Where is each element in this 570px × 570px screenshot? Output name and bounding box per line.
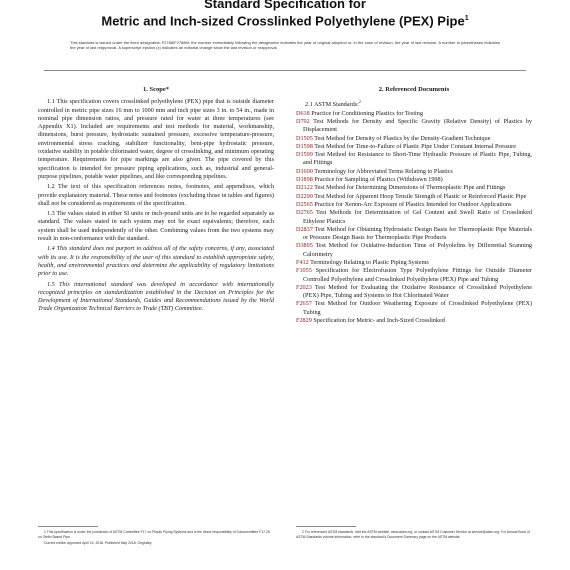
designation-preamble: This standard is issued under the fixed designation F2788/F2788M; the number immediately following the designation indicates the year of original adoption or, in the case of revision, the year of last revision. A number in parentheses indicates the year of last reapproval. A superscript epsilon (ε) indicates an editorial change since the last revision or reapproval. <box>70 40 500 50</box>
title-line-2-text: Metric and Inch-sized Crosslinked Polyethylene (PEX) Pipe <box>101 13 465 29</box>
scope-heading: 1. Scope* <box>143 86 169 93</box>
footnote-2: 2 For referenced ASTM standards, visit the ASTM website, www.astm.org, or contact ASTM Customer Service at service@astm.org. For Annual Book of ASTM Standards volume information, refer to the standard's Document Summary page on the ASTM website. <box>296 530 530 539</box>
reference-title: Test Method for Time-to-Failure of Plastic Pipe Under Constant Internal Pressure <box>314 142 516 150</box>
footnote-edition: Current edition approved April 15, 2018. Published May 2018. Originally <box>44 541 152 546</box>
reference-code-link[interactable]: D1898 <box>296 176 313 184</box>
reference-code-link[interactable]: D2290 <box>296 192 313 200</box>
reference-code-link[interactable]: D1598 <box>296 142 313 150</box>
reference-title: Practice for Conditioning Plastics for Testing <box>311 109 423 117</box>
reference-title: Specification for Metric- and Inch-Sized Crosslinked <box>313 317 445 325</box>
scope-paragraph-1-1: 1.1 This specification covers crosslinked polyethylene (PEX) pipe that is outside diameter controlled in metric pipe sizes 16 mm to 1000 mm and inch pipe sizes 3 in. to 54 in., made in nominal pipe dimension ratios, and pressure rated for water at three temperatures (see Appendix X1). Included are requirements and test methods for material, workmanship, dimensions, burst pressure, hydrostatic sustained pressure, excessive temperature-pressure, environmental stress cracking, stabilizer functionality, bent-pipe hydrostatic pressure, oxidative stability in potable chlorinated water, degree of crosslinking, and minimum operating temperature. Requirements for pipe markings are also given. The pipe covered by this specification is intended for pressure piping applications, such as, industrial and general-purpose pipelines, potable water pipelines, and like corresponding pipelines. <box>38 98 274 180</box>
scope-column <box>38 86 274 316</box>
footnote-divider-right <box>296 526 356 527</box>
reference-item <box>296 300 532 317</box>
reference-code-link[interactable]: F2657 <box>296 300 312 308</box>
reference-code-link[interactable]: D3895 <box>296 242 313 250</box>
reference-item <box>296 143 532 151</box>
reference-code-link[interactable]: D2565 <box>296 200 313 208</box>
reference-list <box>296 110 532 326</box>
reference-title: Test Method for Apparent Hoop Tensile Strength of Plastic or Reinforced Plastic Pipe <box>314 192 527 200</box>
reference-item <box>296 317 532 325</box>
reference-code-link[interactable]: D1505 <box>296 134 313 142</box>
reference-item <box>296 135 532 143</box>
reference-item <box>296 209 532 226</box>
reference-title: Practice for Sampling of Plastics (Withdrawn 1998) <box>314 176 443 184</box>
reference-item <box>296 193 532 201</box>
reference-item <box>296 118 532 135</box>
reference-code-link[interactable]: D2122 <box>296 184 313 192</box>
reference-title: Test Methods for Determination of Gel Content and Swell Ratio of Crosslinked Ethylene Plastics <box>303 209 532 225</box>
reference-code-link[interactable]: D1599 <box>296 151 313 159</box>
reference-item <box>296 168 532 176</box>
reference-title: Test Method for Oxidative-Induction Time of Polyolefins by Differential Scanning Calorimetry <box>303 242 533 258</box>
reference-code-link[interactable]: D1600 <box>296 167 313 175</box>
document-title <box>60 0 510 28</box>
title-line-1: Standard Specification for <box>204 0 366 11</box>
footnotes-left <box>38 530 274 548</box>
scope-paragraph-1-3: 1.3 The values stated in either SI units or inch-pound units are to be regarded separately as standard. The values stated in each system may not be exact equivalents; therefore, each system shall be used independently of the other. Combining values from the two systems may result in non-conformance with the standard. <box>38 210 274 243</box>
reference-item <box>296 176 532 184</box>
title-line-2 <box>60 11 510 28</box>
reference-item <box>296 259 532 267</box>
reference-code-link[interactable]: D618 <box>296 109 310 117</box>
reference-code-link[interactable]: D2765 <box>296 209 313 217</box>
scope-paragraph-1-4: 1.4 This standard does not purport to address all of the safety concerns, if any, associated with its use. It is the responsibility of the user of this standard to establish appropriate safety, health, and environmental practices and determine the applicability of regulatory limitations prior to use. <box>38 245 274 278</box>
reference-code-link[interactable]: F2023 <box>296 283 312 291</box>
reference-code-link[interactable]: D2837 <box>296 225 313 233</box>
reference-item <box>296 201 532 209</box>
scope-paragraph-1-5: 1.5 This international standard was developed in accordance with internationally recognized principles on standardization established in the Decision on Principles for the Development of International Standards, Guides and Recommendations issued by the World Trade Organization Technical Barriers to Trade (TBT) Committee. <box>38 280 274 313</box>
reference-code-link[interactable]: F1055 <box>296 267 312 275</box>
astm-standards-footnote-marker: 2 <box>358 99 361 105</box>
reference-item <box>296 226 532 243</box>
reference-title: Test Method for Resistance to Short-Time Hydraulic Pressure of Plastic Pipe, Tubing, and Fittings <box>303 151 532 167</box>
reference-item <box>296 284 532 301</box>
footnote-1: 1 This specification is under the jurisdiction of ASTM Committee F17 on Plastic Piping Systems and is the direct responsibility of Subcommittee F17.26 on Olefin Based Pipe. <box>38 530 270 539</box>
reference-code-link[interactable]: F412 <box>296 259 309 266</box>
footnote-divider-left <box>38 526 98 527</box>
astm-standards-intro-text: 2.1 ASTM Standards: <box>305 101 359 109</box>
scope-paragraph-1-2: 1.2 The text of this specification references notes, footnotes, and appendixes, which provide explanatory material. These notes and footnotes (excluding those in tables and figures) shall not be considered as requirements of the specification. <box>38 183 274 207</box>
reference-title: Test Method for Determining Dimensions of Thermoplastic Pipe and Fittings <box>314 184 506 192</box>
title-footnote-marker: 1 <box>464 15 469 22</box>
reference-title: Test Method for Evaluating the Oxidative Resistance of Crosslinked Polyethylene (PEX) Pipe, Tubing and Systems to Hot Chlorinated Water <box>303 283 532 300</box>
reference-title: Practice for Xenon-Arc Exposure of Plastics Intended for Outdoor Applications <box>314 200 512 208</box>
reference-title: Test Method for Obtaining Hydrostatic Design Basis for Thermoplastic Pipe Materials or Pressure Design Basis for Thermoplastic Pipe Products <box>303 225 532 242</box>
reference-title: Terminology Relating to Plastic Piping Systems <box>310 259 429 266</box>
referenced-documents-column <box>296 86 532 325</box>
header-divider <box>44 70 526 71</box>
reference-item <box>296 242 532 259</box>
reference-title: Test Method for Density of Plastics by the Density-Gradient Technique <box>314 134 491 142</box>
footnotes-right <box>296 530 532 541</box>
reference-title: Terminology for Abbreviated Terms Relating to Plastics <box>314 167 453 175</box>
reference-item <box>296 151 532 168</box>
reference-item <box>296 184 532 192</box>
reference-title: Test Method for Outdoor Weathering Exposure of Crosslinked Polyethylene (PEX) Tubing <box>303 300 533 316</box>
reference-item <box>296 267 532 284</box>
reference-title: Test Methods for Density and Specific Gravity (Relative Density) of Plastics by Displacement <box>303 117 533 134</box>
reference-code-link[interactable]: D792 <box>296 117 310 125</box>
astm-standards-intro <box>296 98 532 109</box>
reference-title: Specification for Electrofusion Type Polyethylene Fittings for Outside Diameter Controlled Polyethylene and Crosslinked Polyethylene (PEX) Pipe and Tubing <box>303 267 533 283</box>
reference-code-link[interactable]: F2829 <box>296 317 312 325</box>
referenced-documents-heading: 2. Referenced Documents <box>378 86 450 93</box>
reference-item <box>296 110 532 118</box>
